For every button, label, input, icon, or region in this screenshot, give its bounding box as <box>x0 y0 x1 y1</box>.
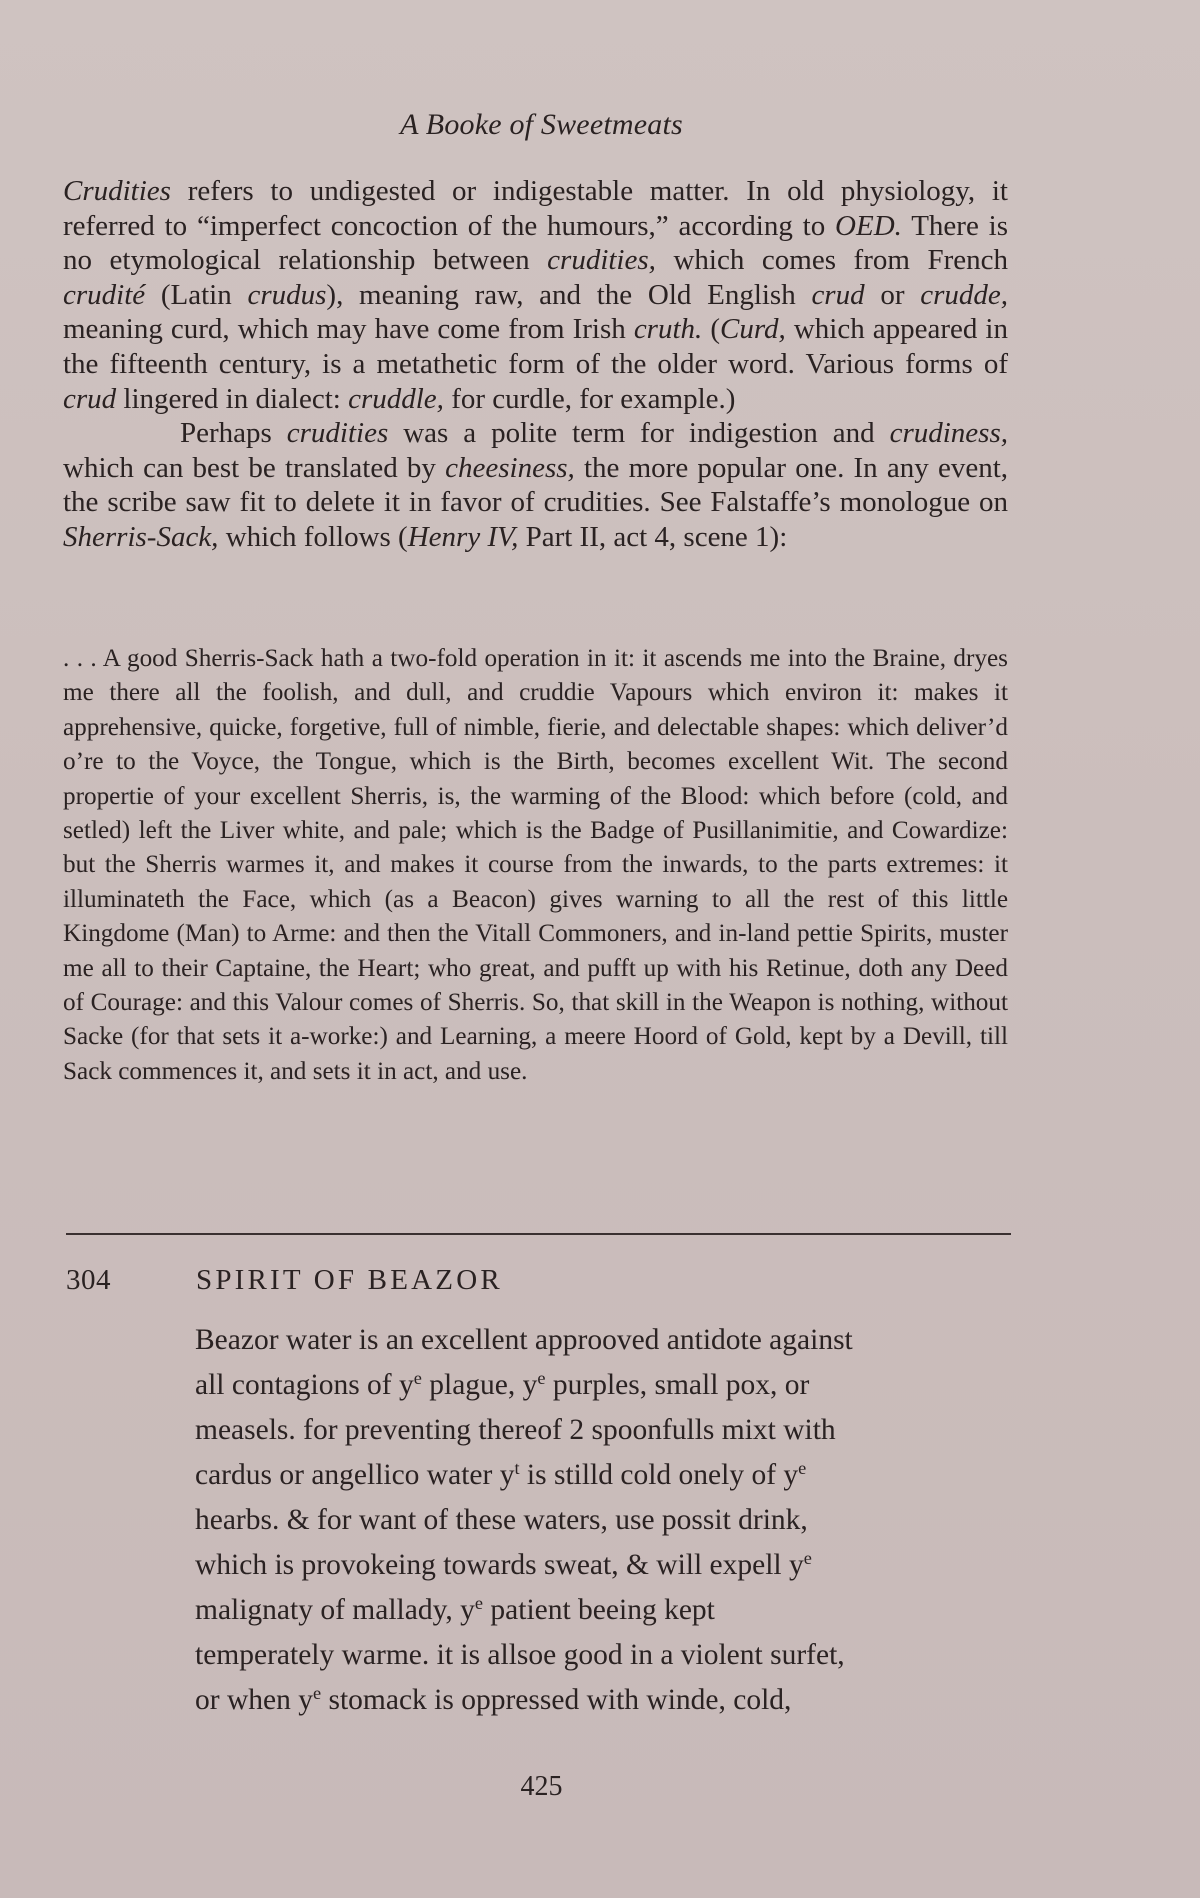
italic-term: crudities <box>286 417 389 450</box>
text-run: the more popular one. In any event, the scribe saw fit to delete it in favor of crudities. See Falstaffe’s monologue on <box>63 451 1008 519</box>
text-run: measels. for preventing thereof 2 spoonfulls mixt with <box>195 1414 836 1446</box>
text-run: cardus or angellico water y <box>195 1459 515 1491</box>
text-run: which is provokeing towards sweat, & will expell y <box>195 1549 804 1581</box>
text-run: or when y <box>195 1684 313 1716</box>
recipe-line <box>195 1408 1015 1453</box>
italic-term: Henry IV, <box>407 520 519 553</box>
superscript-letter: e <box>474 1592 484 1613</box>
text-run: stomack is oppressed with winde, cold, <box>321 1684 792 1716</box>
page-number: 425 <box>520 1771 563 1802</box>
italic-term: crud <box>63 382 117 415</box>
text-run: patient beeing kept <box>483 1594 715 1626</box>
quotation-text: . . . A good Sherris-Sack hath a two-fold operation in it: it ascends me into the Braine, dryes me there all the foolish, and dull, and cruddie Vapours which environ it: makes it apprehensive, quicke, forgetive, full of nimble, fierie, and delectable shapes: which deliver’d o’re to the Voyce, the Tongue, which is the Birth, becomes excellent Wit. The second propertie of your excellent Sherris, is, the warming of the Blood: which before (cold, and setled) left the Liver white, and pale; which is the Badge of Pusillanimitie, and Cowardize: but the Sherris warmes it, and makes it course from the inwards, to the parts extremes: it illuminateth the Face, which (as a Beacon) gives warning to all the rest of this little Kingdome (Man) to Arme: and then the Vitall Commoners, and in-land pettie Spirits, muster me all to their Captaine, the Heart; who great, and pufft up with his Retinue, doth any Deed of Courage: and this Valour comes of Sherris. So, that skill in the Weapon is nothing, without Sacke (for that sets it a-worke:) and Learning, a meere Hoord of Gold, kept by a Devill, till Sack commences it, and sets it in act, and use. <box>63 645 1008 1085</box>
text-run: Perhaps <box>180 417 287 450</box>
text-run: ), meaning raw, and the Old English <box>326 278 812 311</box>
text-run: There is no etymological relationship between <box>63 209 1008 277</box>
recipe-number: 304 <box>66 1264 111 1296</box>
italic-term: cruddle, <box>348 382 444 415</box>
recipe-line <box>195 1543 1015 1588</box>
running-head: A Booke of Sweetmeats <box>400 108 683 141</box>
italic-term: Sherris-Sack, <box>63 520 219 553</box>
italic-term: Crudities <box>63 175 171 207</box>
text-run: purples, small pox, or <box>545 1369 810 1401</box>
recipe-line <box>195 1588 1015 1633</box>
section-divider-rule <box>66 1233 1011 1235</box>
text-run: all contagions of y <box>195 1369 414 1401</box>
italic-term: cheesiness, <box>445 451 575 484</box>
italic-term: crudus <box>247 278 327 311</box>
recipe-line <box>195 1633 1015 1678</box>
superscript-letter: e <box>803 1547 812 1568</box>
superscript-letter: e <box>537 1367 546 1388</box>
commentary-paragraph-1 <box>63 174 1008 416</box>
text-run: which comes from French <box>655 244 1008 277</box>
text-run: meaning curd, which may have come from Irish <box>63 313 634 346</box>
italic-term: crudité <box>63 278 146 311</box>
text-run: which appeared in the fifteenth century, is a metathetic form of the older word. Various forms of <box>63 313 1008 380</box>
text-run: Beazor water is an excellent approoved antidote against <box>195 1324 853 1356</box>
superscript-letter: e <box>312 1682 322 1703</box>
superscript-letter: t <box>514 1457 520 1478</box>
italic-term: crudities, <box>547 244 656 277</box>
text-run: for curdle, for example.) <box>443 382 736 415</box>
recipe-line <box>195 1318 1015 1363</box>
italic-term: Curd, <box>719 313 786 346</box>
commentary-paragraph-2 <box>63 416 1008 554</box>
text-run: plague, y <box>421 1369 538 1401</box>
recipe-line <box>195 1363 1015 1408</box>
recipe-title: SPIRIT OF BEAZOR <box>196 1264 503 1296</box>
text-run: malignaty of mallady, y <box>195 1594 475 1626</box>
recipe-line <box>195 1453 1015 1498</box>
recipe-line <box>195 1678 1015 1723</box>
italic-term: cruth. <box>633 313 703 346</box>
recipe-body <box>195 1318 1015 1723</box>
text-run: temperately warme. it is allsoe good in a violent surfet, <box>195 1639 845 1671</box>
text-run: hearbs. & for want of these waters, use possit drink, <box>195 1504 808 1536</box>
recipe-line <box>195 1498 1015 1543</box>
italic-term: crudde, <box>920 278 1008 311</box>
commentary-text <box>63 174 1008 555</box>
italic-term: crud <box>811 278 865 311</box>
superscript-letter: e <box>798 1457 807 1478</box>
block-quotation <box>63 642 1008 1089</box>
text-run: lingered in dialect: <box>116 382 349 415</box>
text-run: was a polite term for indigestion and <box>388 417 890 450</box>
text-run: (Latin <box>145 278 248 311</box>
text-run: or <box>864 278 921 311</box>
italic-term: crudiness, <box>889 417 1008 450</box>
text-run: which follows ( <box>218 520 408 553</box>
text-run: which can best be translated by <box>63 451 446 484</box>
superscript-letter: e <box>413 1367 422 1388</box>
text-run: Part II, act 4, scene 1): <box>518 520 788 553</box>
text-run: ( <box>702 313 720 346</box>
italic-term: OED. <box>835 209 902 242</box>
text-run: refers to undigested or indigestable matter. In old physiology, it referred to “imperfect concoction of the humours,” according to <box>63 175 1008 242</box>
text-run: is stilld cold onely of y <box>519 1459 799 1491</box>
